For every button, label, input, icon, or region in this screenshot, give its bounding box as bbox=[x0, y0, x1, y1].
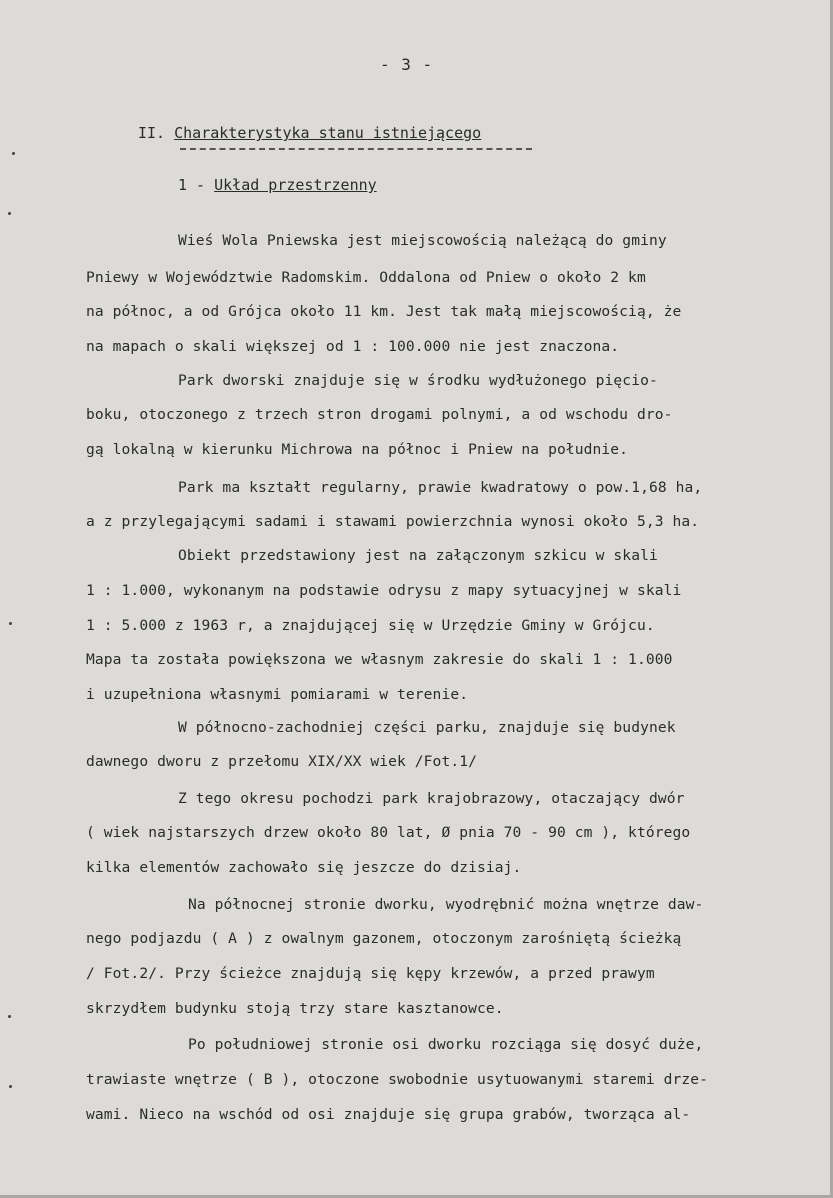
text-line: na północ, a od Grójca około 11 km. Jest tak małą miejscowością, że bbox=[86, 303, 682, 320]
section-heading bbox=[138, 124, 481, 142]
text-line: Wieś Wola Pniewska jest miejscowością należącą do gminy bbox=[178, 232, 667, 249]
subsection-heading bbox=[178, 176, 377, 194]
text-line: W północno-zachodniej części parku, znajduje się budynek bbox=[178, 719, 676, 736]
text-line: trawiaste wnętrze ( B ), otoczone swobodnie usytuowanymi staremi drze- bbox=[86, 1071, 709, 1088]
text-line: 1 : 5.000 z 1963 r, a znajdującej się w Urzędzie Gminy w Grójcu. bbox=[86, 617, 655, 634]
text-line: gą lokalną w kierunku Michrowa na północ i Pniew na południe. bbox=[86, 441, 629, 458]
text-line: 1 : 1.000, wykonanym na podstawie odrysu z mapy sytuacyjnej w skali bbox=[86, 582, 682, 599]
text-line: nego podjazdu ( A ) z owalnym gazonem, otoczonym zarośniętą ścieżką bbox=[86, 930, 682, 947]
text-line: Obiekt przedstawiony jest na załączonym szkicu w skali bbox=[178, 547, 658, 564]
text-line: i uzupełniona własnymi pomiarami w terenie. bbox=[86, 686, 469, 703]
subsection-number: 1 - bbox=[178, 176, 206, 194]
text-line: skrzydłem budynku stoją trzy stare kasztanowce. bbox=[86, 1000, 504, 1017]
margin-speck bbox=[8, 212, 11, 215]
text-line: Na północnej stronie dworku, wyodrębnić można wnętrze daw- bbox=[188, 896, 704, 913]
margin-speck bbox=[9, 1085, 12, 1088]
heading-dashed-rule bbox=[180, 148, 532, 150]
text-line: na mapach o skali większej od 1 : 100.000 nie jest znaczona. bbox=[86, 338, 620, 355]
text-line: a z przylegającymi sadami i stawami powierzchnia wynosi około 5,3 ha. bbox=[86, 513, 700, 530]
section-heading-number: II. bbox=[138, 124, 166, 142]
text-line: kilka elementów zachowało się jeszcze do dzisiaj. bbox=[86, 859, 522, 876]
text-line: Po południowej stronie osi dworku rozciąga się dosyć duże, bbox=[188, 1036, 704, 1053]
page-number: - 3 - bbox=[380, 55, 434, 74]
section-heading-title: Charakterystyka stanu istniejącego bbox=[174, 124, 482, 142]
text-line: Pniewy w Województwie Radomskim. Oddalona od Pniew o około 2 km bbox=[86, 269, 646, 286]
text-line: Mapa ta została powiększona we własnym zakresie do skali 1 : 1.000 bbox=[86, 651, 673, 668]
margin-speck bbox=[8, 1015, 11, 1018]
text-line: dawnego dworu z przełomu XIX/XX wiek /Fot.1/ bbox=[86, 753, 477, 770]
text-line: / Fot.2/. Przy ścieżce znajdują się kępy krzewów, a przed prawym bbox=[86, 965, 655, 982]
margin-speck bbox=[9, 622, 12, 625]
text-line: wami. Nieco na wschód od osi znajduje się grupa grabów, tworząca al- bbox=[86, 1106, 691, 1123]
margin-speck bbox=[12, 152, 15, 155]
subsection-title: Układ przestrzenny bbox=[214, 176, 377, 194]
text-line: ( wiek najstarszych drzew około 80 lat, Ø pnia 70 - 90 cm ), którego bbox=[86, 824, 691, 841]
text-line: Park dworski znajduje się w środku wydłużonego pięcio- bbox=[178, 372, 658, 389]
text-line: Park ma kształt regularny, prawie kwadratowy o pow.1,68 ha, bbox=[178, 479, 703, 496]
text-line: boku, otoczonego z trzech stron drogami polnymi, a od wschodu dro- bbox=[86, 406, 673, 423]
text-line: Z tego okresu pochodzi park krajobrazowy, otaczający dwór bbox=[178, 790, 685, 807]
